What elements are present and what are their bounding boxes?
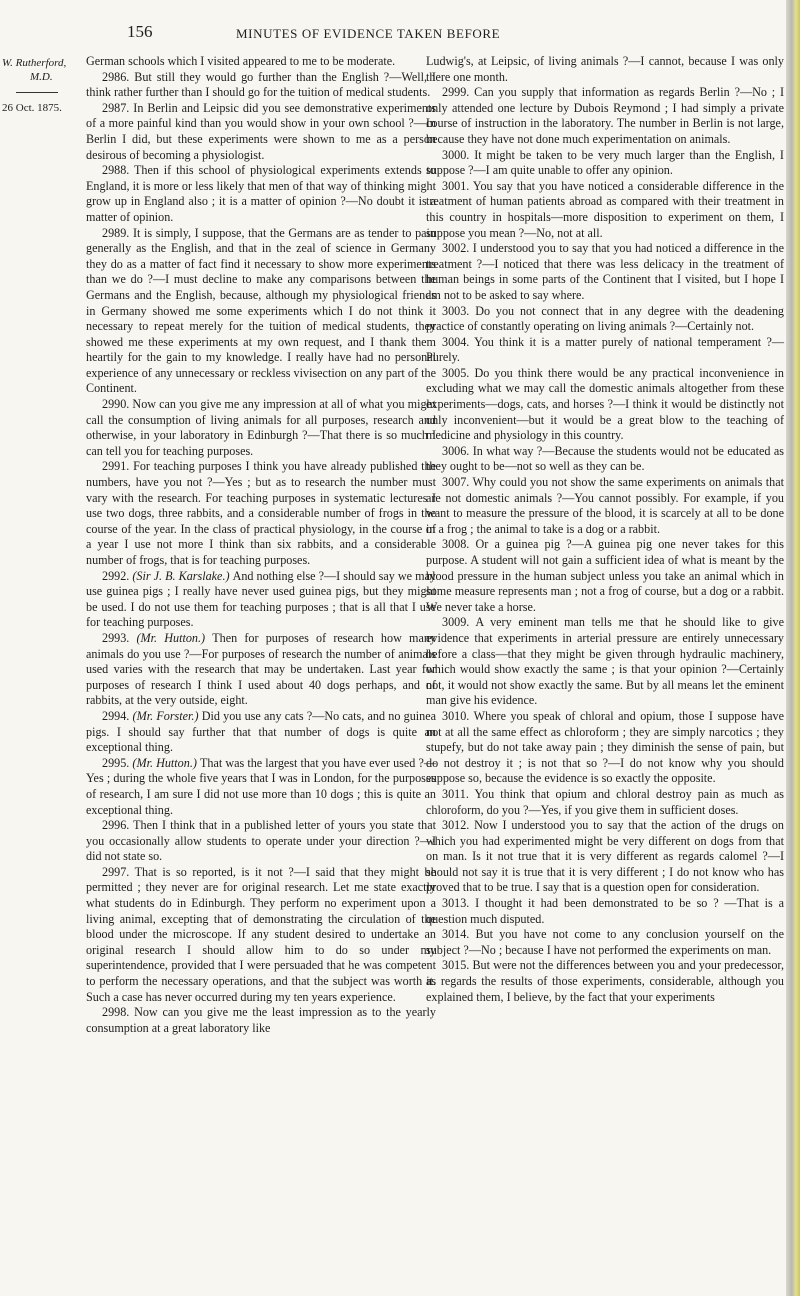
paragraph-text: It is simply, I suppose, that the Germans are as tender to pain generally as the English, and that in the zeal of science in Germany they do as a matter of fact find it necessary to show more experiments than we do ?—I must decline to make any comparisons between the Germans and the English, because, although my physiological friends in Germany showed me some experiments which I do not think it necessary to repeat merely for the tuition of medical students, they showed me these experiments at my own request, and I thank them heartily for the gain to my knowledge. I really have had no personal experience of any unnecessary or reckless vivisection on any part of the Continent.: [86, 225, 436, 396]
paragraph-text: Now can you give me any impression at all of what you might call the consumption of living animals for all purposes, research and otherwise, in your laboratory in Edinburgh ?—That there is so much I can tell you for teaching purposes.: [86, 397, 436, 458]
paragraph-text: But you have not come to any conclusion yourself on the subject ?—No ; because I have not performed the experiments on man.: [426, 927, 785, 957]
question-number: 2991.: [102, 459, 134, 474]
paragraph-text: You say that you have noticed a considerable difference in the treatment of human patients abroad as compared with their treatment in this country in hospitals—more disposition to experiment on them, I suppose you mean ?—No, not at all.: [426, 178, 784, 240]
question-number: 3002.: [442, 241, 473, 256]
speaker: (Mr. Hutton.): [136, 630, 213, 645]
paragraph-text: Ludwig's, at Leipsic, of living animals ?—I cannot, because I was only there one month.: [426, 54, 784, 84]
question-number: 3015.: [442, 958, 473, 973]
margin-note: [2, 56, 82, 115]
page-number: 156: [127, 22, 153, 41]
paragraph-text: A very eminent man tells me that he should like to give evidence that experiments in arterial pressure are entirely unnecessary before a class—that they might be given through hydraulic machinery, which would show exactly the same ; is that your opinion ?—Certainly not, it would not show exactly the same. But by all means let the eminent man give his evidence.: [426, 615, 784, 708]
paragraph-text: I understood you to say that you had noticed a difference in the treatment ?—I noticed that there was less delicacy in the treatment of human beings in some parts of the Continent that I visited, but I hope I am not to be asked to say where.: [426, 241, 784, 302]
question-number: 2993.: [102, 630, 137, 645]
paragraph-text: That was the largest that you have ever used ?—Yes ; during the whole five years that I was in London, for the purposes of research, I am sure I did not use more than 10 dogs ; this is quite an exceptional thing.: [86, 755, 436, 817]
evidence-paragraph: [426, 475, 784, 537]
question-number: 3000.: [442, 147, 475, 162]
question-number: 3009.: [442, 615, 476, 630]
question-number: 3010.: [442, 708, 474, 723]
right-column: [426, 54, 784, 1005]
evidence-paragraph: [426, 148, 784, 179]
paragraph-text: You think that opium and chloral destroy pain as much as chloroform, do you ?—Yes, if you give them in sufficient doses.: [426, 786, 785, 817]
question-number: 3006.: [442, 443, 473, 458]
evidence-paragraph: [86, 101, 436, 163]
question-number: 3005.: [442, 365, 475, 380]
paragraph-text: Do you think there would be any practical inconvenience in excluding what we may call the domestic animals altogether from these experiments—dogs, cats, and horses ?—I think it would be distinctly not only inconvenient—but it would be a great blow to the teaching of medicine and physiology in this country.: [426, 365, 784, 443]
evidence-paragraph: [426, 818, 784, 896]
evidence-paragraph: [426, 927, 784, 958]
evidence-paragraph: [86, 756, 436, 818]
evidence-paragraph: [426, 615, 784, 709]
left-column: [86, 54, 436, 1036]
question-number: 2994.: [102, 708, 133, 723]
paragraph-text: And nothing else ?—I should say we may use guinea pigs ; I really have never used guinea pigs, but they might be used. I do not use them for teaching purposes ; that is all that I use for teaching purposes.: [86, 568, 436, 630]
evidence-paragraph: [426, 85, 784, 147]
evidence-paragraph: [426, 709, 784, 787]
page-edge: [786, 0, 800, 1296]
question-number: 2988.: [102, 163, 134, 178]
paragraph-text: Or a guinea pig ?—A guinea pig one never takes for this purpose. A student will not gain a sufficient idea of what is meant by the blood pressure in the human subject unless you take an animal which in some measure represents man ; not a frog of course, but a dog or a rabbit. We never take a horse.: [426, 537, 784, 614]
evidence-date: 26 Oct. 1875.: [2, 102, 62, 114]
paragraph-text: Why could you not show the same experiments on animals that are not domestic animals ?—You cannot possibly. For example, if you want to measure the pressure of the blood, it is scarcely at all to be done in a frog ; the animal to take is a dog or a rabbit.: [426, 475, 784, 536]
question-number: 3003.: [442, 303, 476, 318]
evidence-paragraph: [86, 631, 436, 709]
paragraph-text: Then I think that in a published letter of yours you state that you occasionally allow students to operate under your direction ?—I did not state so.: [86, 818, 437, 864]
question-number: 3014.: [442, 927, 476, 942]
evidence-paragraph: [426, 537, 784, 615]
evidence-paragraph: [426, 335, 784, 366]
evidence-paragraph: [86, 865, 436, 1005]
question-number: 3007.: [442, 475, 473, 490]
question-number: 3008.: [442, 537, 476, 552]
evidence-paragraph: [86, 818, 436, 865]
evidence-paragraph: [426, 958, 784, 1005]
paragraph-text: But still they would go further than the English ?—Well, I think rather further than I should go for the tuition of medical students.: [86, 69, 436, 100]
evidence-paragraph: [426, 896, 784, 927]
evidence-paragraph: [426, 54, 784, 85]
question-number: 2987.: [102, 100, 134, 115]
margin-rule: [16, 92, 58, 93]
speaker: (Mr. Forster.): [132, 708, 202, 723]
question-number: 2986.: [102, 69, 135, 84]
paragraph-text: You think it is a matter purely of national temperament ?—Purely.: [426, 334, 784, 365]
evidence-paragraph: [86, 54, 436, 70]
paragraph-text: Then if this school of physiological experiments extends to England, it is more or less likely that men of that way of thinking might grow up in England also ; it is a matter of opinion ?—No doubt it is a matter of opinion.: [86, 163, 436, 224]
question-number: 2990.: [102, 397, 133, 412]
paragraph-text: For teaching purposes I think you have already published the numbers, have you not ?—Yes ; but as to research the number must vary with the research. For teaching purposes in systematic lectures I use two dogs, three rabbits, and a considerable number of frogs in the course of the year. In the class of practical physiology, in the course of a year I use not more I think than six rabbits, and a considerable number of frogs, that is for teaching purposes.: [86, 459, 436, 567]
paragraph-text: Now can you give me the least impression as to the yearly consumption at a great laboratory like: [86, 1005, 436, 1035]
paragraph-text: German schools which I visited appeared to me to be moderate.: [86, 54, 396, 68]
question-number: 2995.: [102, 755, 133, 770]
paragraph-text: Then for purposes of research how many animals do you use ?—For purposes of research the number of animals used varies with the research that may be undertaken. Last year for purposes of research I think I used about 40 dogs perhaps, and of rabbits, at the very outside, eight.: [86, 630, 436, 708]
speaker: (Sir J. B. Karslake.): [132, 568, 233, 583]
evidence-paragraph: [86, 70, 436, 101]
paragraph-text: Can you supply that information as regards Berlin ?—No ; I only attended one lecture by Dubois Reymond ; I had simply a private course of instruction in the laboratory. The number in Berlin is not large, because they have not done much experimentation on animals.: [426, 85, 784, 146]
page-header: [0, 22, 800, 52]
question-number: 2992.: [102, 568, 133, 583]
evidence-paragraph: [426, 444, 784, 475]
evidence-paragraph: [86, 397, 436, 459]
evidence-paragraph: [426, 179, 784, 241]
paragraph-text: Do you not connect that in any degree with the deadening practice of constantly operating on living animals ?—Certainly not.: [426, 303, 784, 334]
paragraph-text: In Berlin and Leipsic did you see demonstrative experiments of a more painful kind than you would show in your own school ?—In Berlin I did, but these experiments were shown to me as a person desirous of becoming a physiologist.: [86, 100, 436, 162]
question-number: 2999.: [442, 85, 475, 100]
question-number: 3013.: [442, 896, 476, 911]
evidence-paragraph: [86, 459, 436, 568]
evidence-paragraph: [426, 241, 784, 303]
evidence-paragraph: [426, 366, 784, 444]
running-head: MINUTES OF EVIDENCE TAKEN BEFORE: [236, 26, 501, 41]
evidence-paragraph: [86, 569, 436, 631]
paragraph-text: I thought it had been demonstrated to be so ? —That is a question much disputed.: [426, 896, 784, 926]
speaker: (Mr. Hutton.): [132, 755, 200, 770]
question-number: 3012.: [442, 818, 475, 833]
question-number: 2996.: [102, 818, 134, 833]
question-number: 3004.: [442, 334, 475, 349]
evidence-paragraph: [86, 1005, 436, 1036]
evidence-paragraph: [86, 226, 436, 398]
paragraph-text: Did you use any cats ?—No cats, and no guinea pigs. I should say further that that number of dogs is quite an exceptional thing.: [86, 708, 437, 755]
evidence-paragraph: [426, 787, 784, 818]
evidence-paragraph: [86, 163, 436, 225]
question-number: 3001.: [442, 178, 473, 193]
paragraph-text: It might be taken to be very much larger than the English, I suppose ?—I am quite unable to offer any opinion.: [426, 147, 784, 178]
paragraph-text: Now I understood you to say that the action of the drugs on which you had experimented might be very different on dogs from that on man. Is it not true that it is very different as regards calomel ?—I should not say it is true that it is very different ; I do not know who has proved that to be true. I say that is a question open for consideration.: [426, 818, 784, 895]
paragraph-text: But were not the differences between you and your predecessor, as regards the results of those experiments, considerable, although you explained them, I believe, by the fact that your experiments: [426, 958, 784, 1004]
paragraph-text: Where you speak of chloral and opium, those I suppose have not at all the same effect as chloroform ; they are simply narcotics ; they stupefy, but do not take away pain ; they diminish the sense of pain, but do not destroy it ; is not that so ?—I do not know why you should suppose so, because the evidence is so exactly the opposite.: [426, 708, 784, 786]
paragraph-text: That is so reported, is it not ?—I said that they might be permitted ; they never are for original research. Let me state exactly what students do in Edinburgh. They perform no experiment upon a living animal, excepting that of demonstrating the circulation of the blood under the microscope. If any student desired to undertake an original research I should allow him to do so under my superintendence, provided that I were persuaded that he was competent to perform the necessary operations, and that the subject was worth it. Such a case has never occurred during my ten years experience.: [86, 864, 436, 1004]
paragraph-text: In what way ?—Because the students would not be educated as they ought to be—not so well as they can be.: [426, 443, 784, 474]
question-number: 3011.: [442, 786, 475, 801]
evidence-paragraph: [86, 709, 436, 756]
question-number: 2997.: [102, 864, 135, 879]
question-number: 2989.: [102, 225, 133, 240]
evidence-paragraph: [426, 304, 784, 335]
question-number: 2998.: [102, 1005, 135, 1020]
witness-degree: M.D.: [30, 71, 53, 83]
witness-name: W. Rutherford,: [2, 57, 67, 69]
